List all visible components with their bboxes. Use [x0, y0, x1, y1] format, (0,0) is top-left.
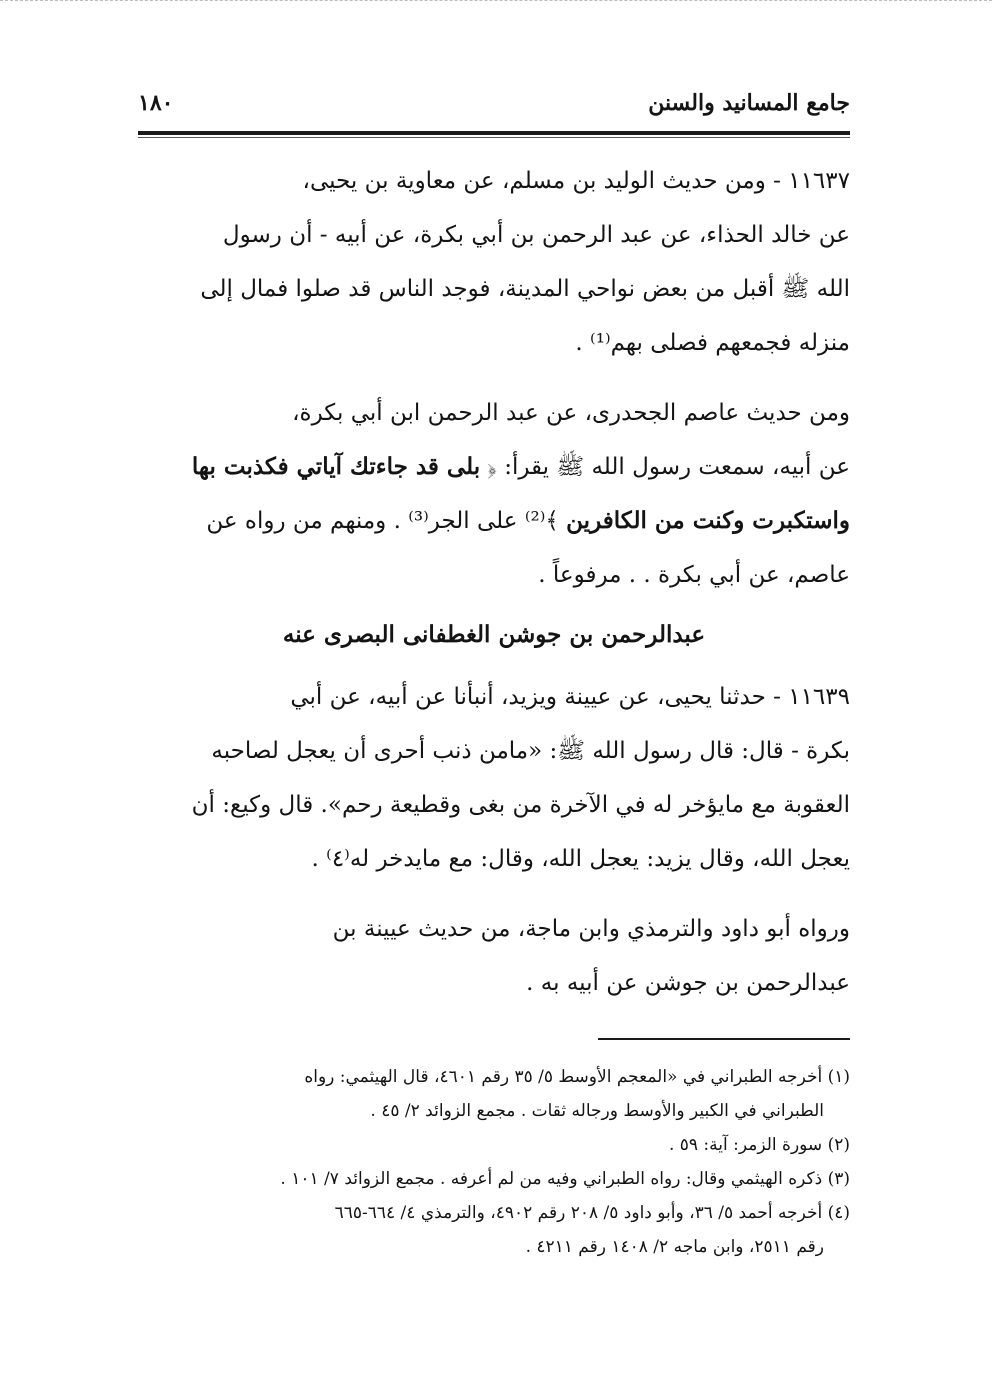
header-rule-thin	[138, 137, 850, 138]
text-span: عن أبيه، سمعت رسول الله ﷺ يقرأ: ﴿	[487, 454, 850, 480]
footnote-separator	[598, 1038, 850, 1040]
footnote-3: (٣) ذكره الهيثمي وقال: رواه الطبراني وفيه من لم أعرفه . مجمع الزوائد ٧/ ١٠١ .	[280, 1169, 850, 1189]
quran-verse-text: واستكبرت وكنت من الكافرين	[566, 507, 850, 534]
text-line: يعجل الله، وقال يزيد: يعجل الله، وقال: مع مايدخر له⁽٤⁾ .	[311, 846, 850, 872]
section-heading: عبدالرحمن بن جوشن الغطفانى البصرى عنه	[282, 621, 706, 648]
quran-verse-text: بلى قد جاءتك آياتي فكذبت بها	[191, 453, 481, 480]
text-line: ورواه أبو داود والترمذي وابن ماجة، من حديث عيينة بن	[332, 916, 850, 942]
text-line: ١١٦٣٩ - حدثنا يحيى، عن عيينة ويزيد، أنبأنا عن أبيه، عن أبي	[290, 684, 850, 710]
footnote-4-cont: رقم ٢٥١١، وابن ماجه ٢/ ١٤٠٨ رقم ٤٢١١ .	[525, 1237, 824, 1257]
text-line: ومن حديث عاصم الجحدرى، عن عبد الرحمن ابن أبي بكرة،	[292, 400, 850, 426]
text-span: ﴾⁽²⁾ على الجر⁽³⁾ . ومنهم من رواه عن	[206, 508, 559, 534]
footnote-2: (٢) سورة الزمر: آية: ٥٩ .	[668, 1135, 850, 1155]
text-line: الله ﷺ أقبل من بعض نواحي المدينة، فوجد الناس قد صلوا فمال إلى	[200, 276, 850, 302]
book-title: جامع المسانيد والسنن	[648, 90, 850, 116]
hadith-11639	[138, 670, 850, 886]
scan-edge	[0, 0, 992, 9]
text-line	[138, 440, 850, 494]
footnote-1: (١) أخرجه الطبراني في «المعجم الأوسط ٥/ ٣٥ رقم ٤٦٠١، قال الهيثمي: رواه	[304, 1067, 850, 1087]
text-line: عاصم، عن أبي بكرة . . مرفوعاً .	[538, 562, 850, 588]
footnote-1-cont: الطبراني في الكبير والأوسط ورجاله ثقات . مجمع الزوائد ٢/ ٤٥ .	[370, 1101, 824, 1121]
text-line	[138, 494, 850, 548]
jahdari-narration	[138, 386, 850, 602]
takhrij-paragraph	[138, 902, 850, 1010]
footnotes	[138, 1060, 850, 1264]
hadith-11637	[138, 154, 850, 370]
page-number: ١٨٠	[138, 90, 174, 116]
text-line: بكرة - قال: قال رسول الله ﷺ: «مامن ذنب أحرى أن يعجل لصاحبه	[211, 738, 850, 764]
text-line: عبدالرحمن بن جوشن عن أبيه به .	[526, 970, 850, 996]
text-line: ١١٦٣٧ - ومن حديث الوليد بن مسلم، عن معاوية بن يحيى،	[302, 168, 850, 194]
text-line: عن خالد الحذاء، عن عبد الرحمن بن أبي بكرة، عن أبيه - أن رسول	[222, 222, 850, 248]
text-line: منزله فجمعهم فصلى بهم⁽¹⁾ .	[575, 330, 850, 356]
page-header	[138, 80, 850, 130]
footnote-4: (٤) أخرجه أحمد ٥/ ٣٦، وأبو داود ٥/ ٢٠٨ رقم ٤٩٠٢، والترمذي ٤/ ٦٦٤-٦٦٥	[334, 1203, 850, 1223]
main-text	[138, 154, 850, 1010]
text-line: العقوبة مع مايؤخر له في الآخرة من بغى وقطيعة رحم». قال وكيع: أن	[191, 792, 850, 818]
header-rule	[138, 131, 850, 135]
